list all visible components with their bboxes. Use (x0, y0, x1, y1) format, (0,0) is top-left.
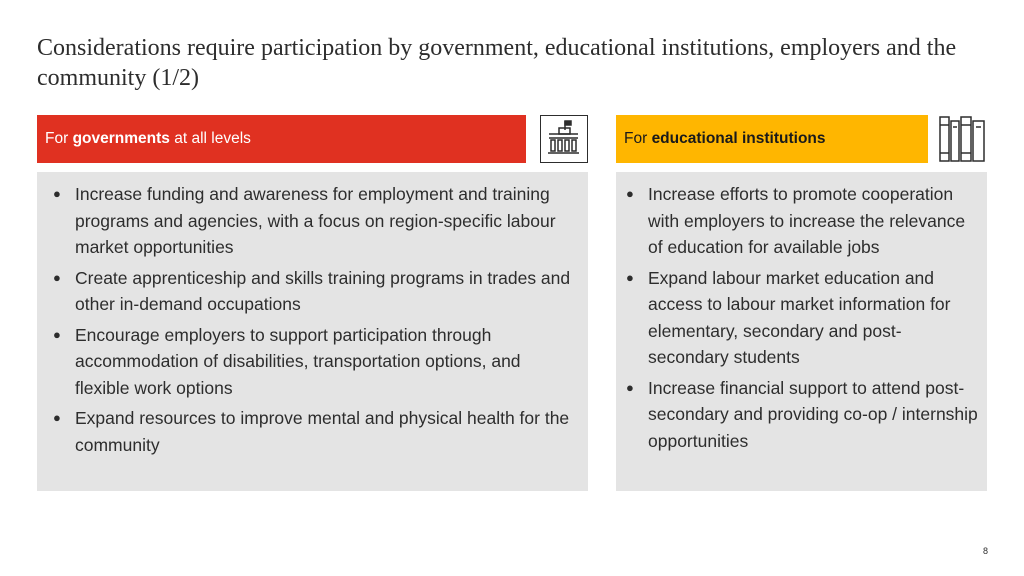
books-icon (938, 115, 988, 163)
education-header-bold: educational institutions (651, 130, 826, 147)
education-bullet-list (626, 181, 981, 454)
list-item: ● Increase funding and awareness for employment and training programs and agencies, with a focus on region-specific labour market opportunities (53, 181, 572, 261)
list-item: ● Expand labour market education and access to labour market information for elementary, secondary and post-secondary students (626, 265, 981, 371)
list-item: ● Increase financial support to attend post-secondary and providing co-op / internship opportunities (626, 375, 981, 455)
governments-bullet-list (53, 181, 572, 458)
governments-header-bold: governments (72, 130, 170, 147)
governments-header-prefix: For (45, 130, 73, 147)
governments-panel (37, 172, 588, 491)
government-building-icon (540, 115, 588, 163)
list-item: ● Create apprenticeship and skills training programs in trades and other in-demand occupations (53, 265, 572, 318)
education-header-prefix: For (624, 130, 652, 147)
education-panel (616, 172, 987, 491)
list-item: ● Encourage employers to support participation through accommodation of disabilities, transportation options, and flexible work options (53, 322, 572, 402)
list-item: ● Expand resources to improve mental and physical health for the community (53, 405, 572, 458)
list-item: ● Increase efforts to promote cooperation with employers to increase the relevance of education for available jobs (626, 181, 981, 261)
page-number: 8 (982, 546, 988, 556)
governments-header (37, 115, 526, 163)
slide-title: Considerations require participation by government, educational institutions, employers and the community (1/2) (37, 35, 957, 91)
education-header (616, 115, 928, 163)
governments-header-suffix: at all levels (169, 130, 251, 147)
